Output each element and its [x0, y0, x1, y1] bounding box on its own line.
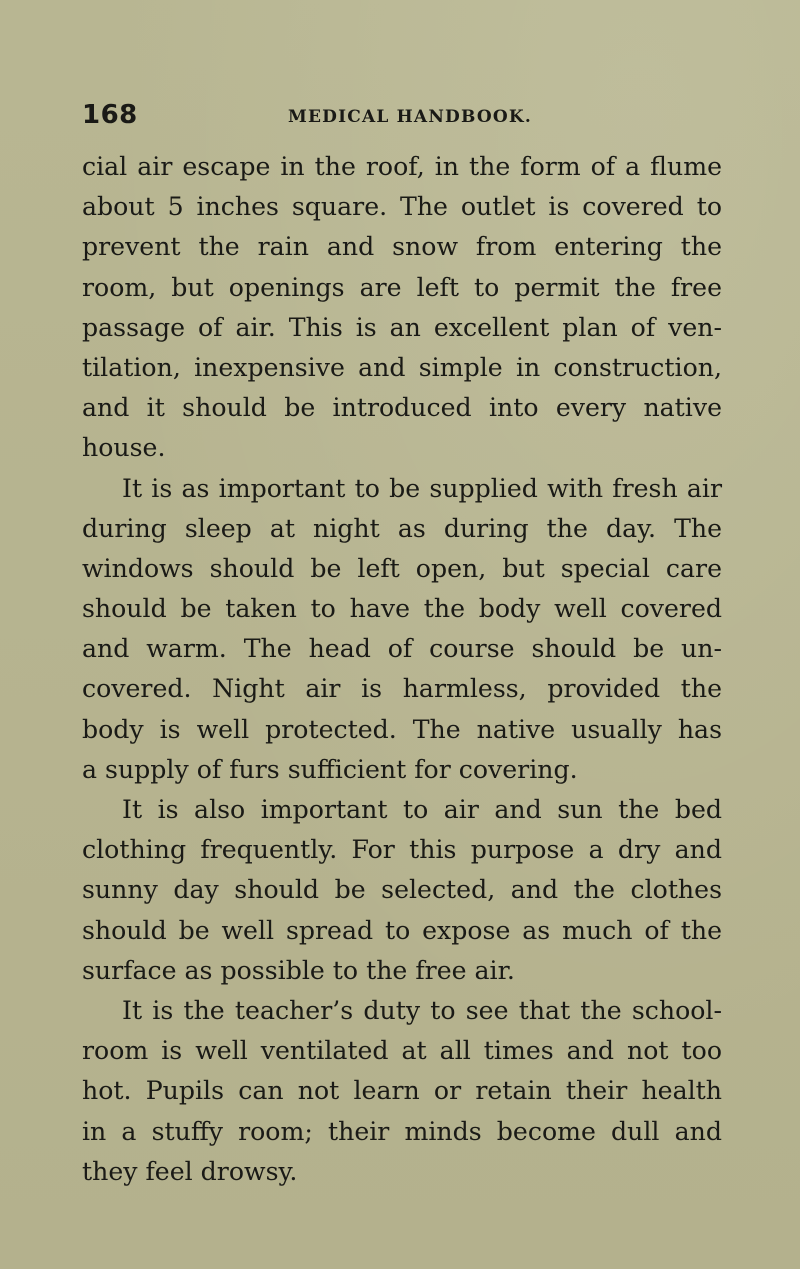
paragraph [82, 991, 722, 1192]
text-line: It is also important to air and sun the bed [122, 795, 722, 824]
text-line: surface as possible to the free air. [82, 955, 515, 985]
text-line: passage of air. This is an excellent plan of ven- [82, 312, 722, 342]
text-line: hot. Pupils can not learn or retain their health [82, 1076, 722, 1106]
paragraph [82, 790, 722, 991]
text-line: prevent the rain and snow from entering the [82, 232, 722, 262]
text-line: a supply of furs sufficient for covering. [82, 754, 578, 784]
text-line: It is the teacher’s duty to see that the school- [122, 995, 722, 1025]
text-line: body is well protected. The native usually has [82, 714, 722, 744]
running-title: MEDICAL HANDBOOK. [288, 107, 532, 127]
text-line: covered. Night air is harmless, provided the [82, 674, 722, 704]
text-line: and warm. The head of course should be un- [82, 634, 722, 664]
text-line: sunny day should be selected, and the clothes [82, 875, 722, 905]
text-line: tilation, inexpensive and simple in construction, [82, 352, 722, 382]
paragraph [82, 147, 722, 469]
page-number: 168 [82, 100, 138, 130]
text-line: windows should be left open, but special care [82, 553, 722, 583]
text-line: should be well spread to expose as much of the [82, 915, 722, 945]
text-line: should be taken to have the body well covered [82, 594, 722, 624]
text-line: during sleep at night as during the day. The [82, 513, 722, 543]
body-text [82, 147, 722, 1192]
text-line: they feel drowsy. [82, 1156, 298, 1186]
text-line: cial air escape in the roof, in the form of a flume [82, 152, 722, 181]
text-line: It is as important to be supplied with fresh air [122, 473, 722, 503]
text-line: and it should be introduced into every native [82, 393, 722, 423]
paragraph [82, 469, 722, 791]
text-line: in a stuffy room; their minds become dull and [82, 1116, 722, 1146]
text-line: clothing frequently. For this purpose a dry and [82, 835, 722, 865]
text-line: room is well ventilated at all times and not too [82, 1036, 722, 1066]
text-line: house. [82, 433, 166, 463]
text-line: about 5 inches square. The outlet is covered to [82, 192, 722, 222]
page-header [82, 100, 722, 136]
text-line: room, but openings are left to permit the free [82, 272, 722, 302]
